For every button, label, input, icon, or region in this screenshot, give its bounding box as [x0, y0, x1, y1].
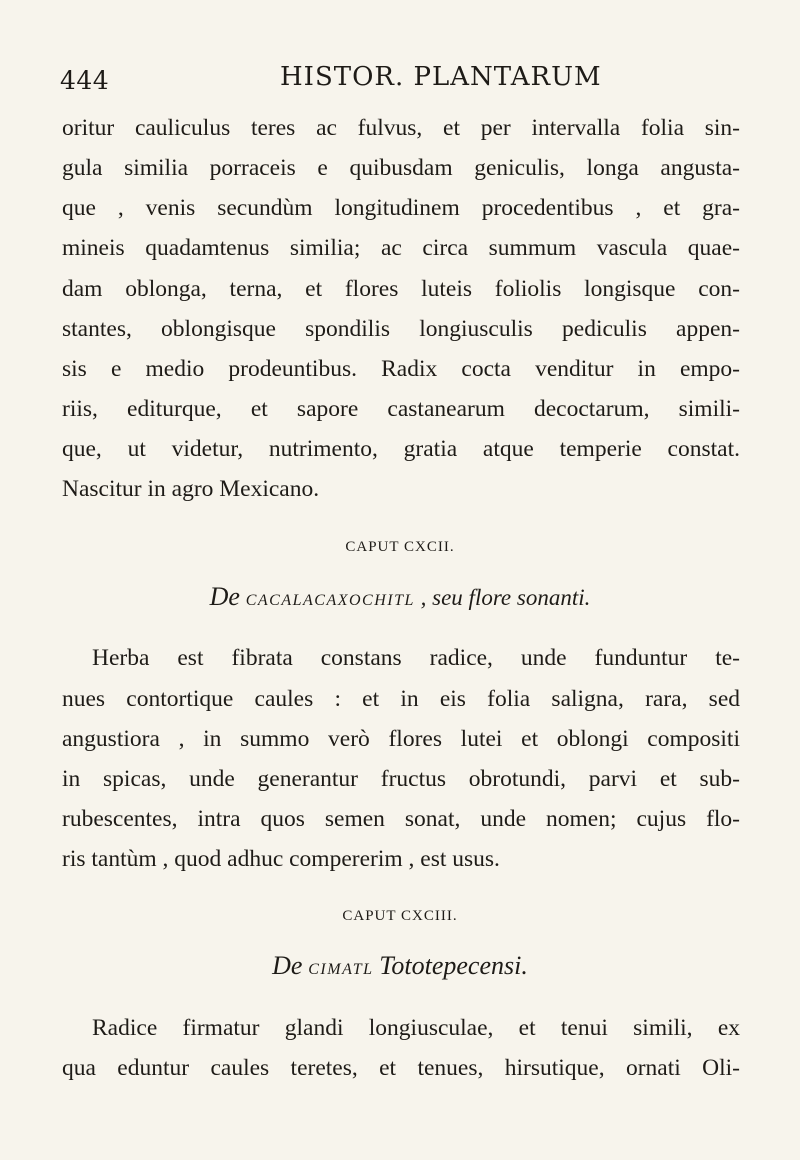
title-de: De [209, 582, 240, 611]
title-de: De [272, 951, 303, 980]
chapter-heading: CAPUT CXCII. [345, 539, 455, 555]
text-line: mineis quadamtenus similia; ac circa summum vascula quae- [62, 235, 740, 261]
chapter-title [0, 582, 800, 612]
text-line: Nascitur in agro Mexicano. [62, 476, 320, 502]
text-line: stantes, oblongisque spondilis longiusculis pediculis appen- [62, 316, 740, 342]
title-rest: , seu flore sonanti. [420, 585, 591, 610]
plant-name: CACALACAXOCHITL [245, 592, 415, 609]
text-line: gula similia porraceis e quibusdam geniculis, longa angusta- [62, 155, 740, 181]
text-line: dam oblonga, terna, et flores luteis foliolis longisque con- [62, 276, 740, 302]
plant-name: CIMATL [308, 961, 374, 978]
text-line: rubescentes, intra quos semen sonat, unde nomen; cujus flo- [62, 806, 740, 832]
text-line: sis e medio prodeuntibus. Radix cocta venditur in empo- [62, 356, 740, 382]
page-number: 444 [60, 66, 110, 95]
text-line: qua eduntur caules teretes, et tenues, hirsutique, ornati Oli- [62, 1055, 740, 1081]
text-line: ris tantùm , quod adhuc compererim , est usus. [62, 846, 500, 872]
title-rest: Tototepecensi. [379, 951, 528, 980]
text-line: in spicas, unde generantur fructus obrotundi, parvi et sub- [62, 766, 740, 792]
chapter-title [0, 951, 800, 981]
text-line: que, ut videtur, nutrimento, gratia atque temperie constat. [62, 436, 740, 462]
text-line: riis, editurque, et sapore castanearum decoctarum, simili- [62, 396, 740, 422]
text-line: oritur cauliculus teres ac fulvus, et per intervalla folia sin- [62, 115, 740, 141]
text-line: que , venis secundùm longitudinem procedentibus , et gra- [62, 195, 740, 221]
text-line: Herba est fibrata constans radice, unde funduntur te- [92, 645, 740, 671]
text-line: Radice firmatur glandi longiusculae, et tenui simili, ex [92, 1015, 740, 1041]
text-line: angustiora , in summo verò flores lutei et oblongi compositi [62, 726, 740, 752]
chapter-heading: CAPUT CXCIII. [342, 908, 458, 924]
running-head: HISTOR. PLANTARUM [280, 62, 602, 92]
text-line: nues contortique caules : et in eis folia saligna, rara, sed [62, 686, 740, 712]
